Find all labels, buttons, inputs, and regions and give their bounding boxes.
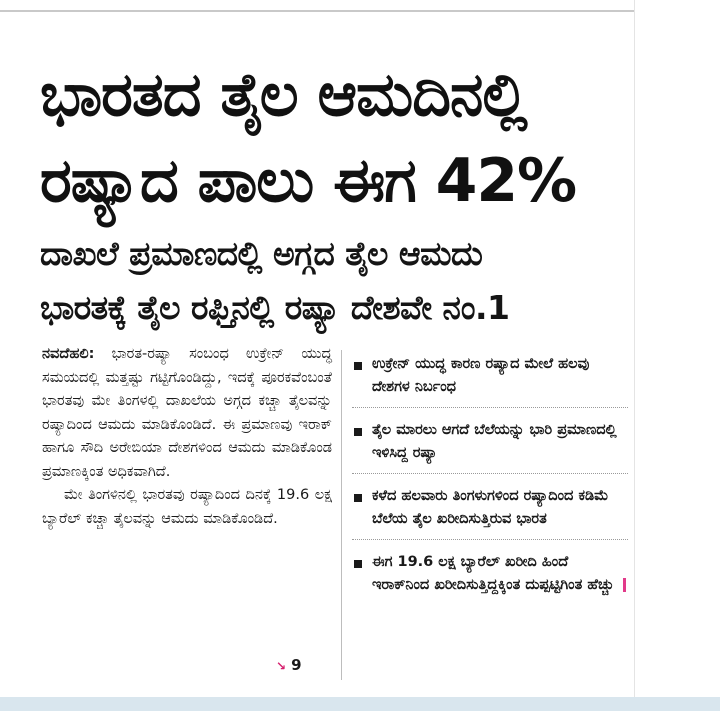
highlights-list [352, 350, 628, 613]
highlight-text: ಉಕ್ರೇನ್ ಯುದ್ಧ ಕಾರಣ ರಷ್ಯಾದ ಮೇಲೆ ಹಲವು ದೇಶಗಳ ನಿರ್ಬಂಧ [372, 356, 590, 395]
headline-line-1: ಭಾರತದ ತೈಲ ಆಮದಿನಲ್ಲಿ [40, 60, 527, 130]
article-body [42, 343, 332, 531]
highlight-text: ಕಳೆದ ಹಲವಾರು ತಿಂಗಳುಗಳಿಂದ ರಷ್ಯಾದಿಂದ ಕಡಿಮೆ ಬೆಲೆಯ ತೈಲ ಖರೀದಿಸುತ್ತಿರುವ ಭಾರತ [372, 488, 609, 527]
square-bullet-icon [354, 428, 362, 436]
adjacent-page-edge [634, 0, 720, 711]
square-bullet-icon [354, 362, 362, 370]
body-paragraph-1-text: ಭಾರತ-ರಷ್ಯಾ ಸಂಬಂಧ ಉಕ್ರೇನ್ ಯುದ್ಧ ಸಮಯದಲ್ಲಿ ಮತ್ತಷ್ಟು ಗಟ್ಟಿಗೊಂಡಿದ್ದು, ಇದಕ್ಕೆ ಪೂರಕವೆಂಬಂತೆ ಭಾರತವು ಮೇ ತಿಂಗಳಲ್ಲಿ ದಾಖಲೆಯ ಅಗ್ಗದ ಕಚ್ಚಾ ತೈಲವನ್ನು ರಷ್ಯಾದಿಂದ ಆಮದು ಮಾಡಿಕೊಂಡಿದೆ. ಈ ಪ್ರಮಾಣವು ಇರಾಕ್ ಹಾಗೂ ಸೌದಿ ಅರೇಬಿಯಾ ದೇಶಗಳಿಂದ ಆಮದು ಮಾಡಿಕೊಂಡ ಪ್ರಮಾಣಕ್ಕಿಂತ ಅಧಿಕವಾಗಿದೆ. [42, 346, 333, 480]
continue-arrow-icon: ↘ [276, 659, 287, 673]
square-bullet-icon [354, 560, 362, 568]
continued-page-number: 9 [291, 656, 302, 674]
highlight-text: ಈಗ 19.6 ಲಕ್ಷ ಬ್ಯಾರೆಲ್ ಖರೀದಿ ಹಿಂದೆ ಇರಾಕ್‌ನಿಂದ ಖರೀದಿಸುತ್ತಿದ್ದಕ್ಕಿಂತ ದುಪ್ಪಟ್ಟಿಗಿಂತ ಹೆಚ್ಚು [372, 554, 614, 593]
highlight-item [352, 350, 628, 408]
body-paragraph-2-text: ಮೇ ತಿಂಗಳಿನಲ್ಲಿ ಭಾರತವು ರಷ್ಯಾದಿಂದ ದಿನಕ್ಕೆ 19.6 ಲಕ್ಷ ಬ್ಯಾರೆಲ್ ಕಚ್ಚಾ ತೈಲವನ್ನು ಆಮದು ಮಾಡಿಕೊಂಡಿದೆ. [42, 487, 332, 527]
highlight-item [352, 548, 628, 605]
headline [40, 52, 630, 224]
square-bullet-icon [354, 494, 362, 502]
subhead-2: ಭಾರತಕ್ಕೆ ತೈಲ ರಫ್ತಿನಲ್ಲಿ ರಷ್ಯಾ ದೇಶವೇ ನಂ.1 [40, 288, 510, 327]
body-paragraph-1 [42, 343, 332, 484]
headline-line-2: ರಷ್ಯಾದ ಪಾಲು ಈಗ 42% [40, 146, 577, 216]
body-paragraph-2 [42, 484, 332, 531]
page-bottom-band [0, 697, 720, 711]
accent-marker-icon [623, 578, 626, 592]
highlight-text: ತೈಲ ಮಾರಲು ಆಗದೆ ಬೆಲೆಯನ್ನು ಭಾರಿ ಪ್ರಮಾಣದಲ್ಲಿ ಇಳಿಸಿದ್ದ ರಷ್ಯಾ [372, 422, 617, 461]
continued-jump [276, 655, 336, 674]
highlight-item [352, 416, 628, 474]
column-divider [341, 350, 342, 680]
subhead-1: ದಾಖಲೆ ಪ್ರಮಾಣದಲ್ಲಿ ಅಗ್ಗದ ತೈಲ ಆಮದು [40, 234, 483, 273]
highlight-item [352, 482, 628, 540]
dateline: ನವದೆಹಲಿ: [42, 346, 95, 362]
page-top-rule [0, 0, 640, 12]
